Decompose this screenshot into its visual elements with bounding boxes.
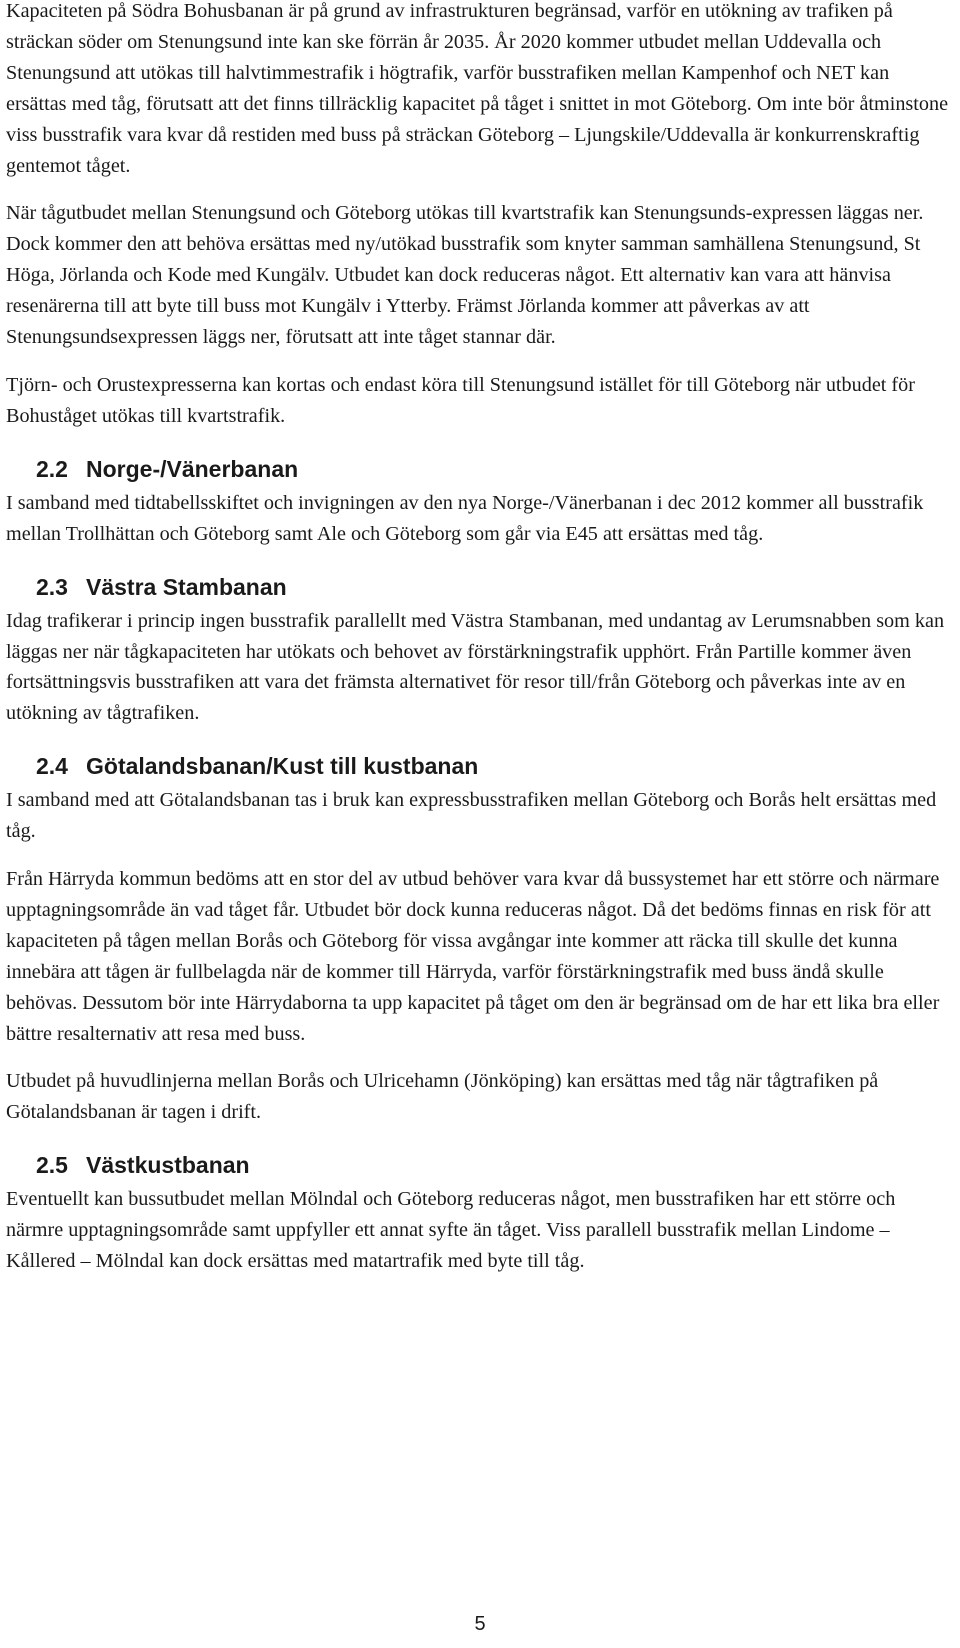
section-norge-vanerbanan: [6, 452, 951, 550]
section-number: 2.3: [36, 573, 68, 600]
paragraph: Eventuellt kan bussutbudet mellan Mölndal och Göteborg reduceras något, men busstrafiken har ett större och närmre upptagningsområde samt uppfyller ett annat syfte än tåget. Viss parallell busstrafik mellan Lindome – Kållered – Mölndal kan dock ersättas med matartrafik med byte till tåg.: [6, 1188, 896, 1273]
document-body: [6, 0, 951, 1294]
paragraph: Utbudet på huvudlinjerna mellan Borås och Ulricehamn (Jönköping) kan ersättas med tåg när tågtrafiken på Götalandsbanan är tagen i drift.: [6, 1070, 879, 1124]
paragraph: I samband med att Götalandsbanan tas i bruk kan expressbusstrafiken mellan Göteborg och Borås helt ersättas med tåg.: [6, 789, 937, 843]
page-number: 5: [474, 1613, 486, 1635]
section-heading: [6, 452, 951, 486]
paragraph: Idag trafikerar i princip ingen busstrafik parallellt med Västra Stambanan, med undantag av Lerumsnabben som kan läggas ner när tågkapaciteten har utökats och behovet av förstärkningstrafik upphört. Från Partille kommer även fortsättningsvis busstrafiken att vara det främsta alternativet för resor till/från Göteborg och påverkas inte av en utökning av tågtrafiken.: [6, 609, 945, 725]
section-gotalandsbanan: [6, 749, 951, 1128]
section-number: 2.5: [36, 1152, 68, 1179]
section-vastra-stambanan: [6, 570, 951, 730]
section-title: Norge-/Vänerbanan: [86, 455, 299, 482]
section-title: Västkustbanan: [86, 1152, 250, 1179]
section-number: 2.4: [36, 753, 68, 780]
paragraph: I samband med tidtabellsskiftet och invigningen av den nya Norge-/Vänerbanan i dec 2012 kommer all busstrafik mellan Trollhättan och Göteborg samt Ale och Göteborg som går via E45 att ersättas med tåg.: [6, 491, 924, 545]
paragraph: När tågutbudet mellan Stenungsund och Göteborg utökas till kvartstrafik kan Stenungsunds-expressen läggas ner. Dock kommer den att behöva ersättas med ny/utökad busstrafik som knyter samman samhällena Stenungsund, St Höga, Jörlanda och Kode med Kungälv. Utbudet kan dock reduceras något. Ett alternativ kan vara att hänvisa resenärerna till att byte till buss mot Kungälv i Ytterby. Främst Jörlanda kommer att påverkas av att Stenungsundsexpressen läggs ner, förutsatt att inte tåget stannar där.: [6, 202, 924, 349]
section-heading: [6, 1148, 951, 1182]
section-heading: [6, 749, 951, 783]
paragraph: Tjörn- och Orustexpresserna kan kortas och endast köra till Stenungsund istället för till Göteborg när utbudet för Bohuståget utökas till kvartstrafik.: [6, 373, 915, 427]
section-title: Götalandsbanan/Kust till kustbanan: [86, 753, 479, 780]
paragraph: Från Härryda kommun bedöms att en stor del av utbud behöver vara kvar då bussystemet har ett större och närmare upptagningsområde än vad tåget får. Utbudet bör dock kunna reduceras något. Då det bedöms finnas en risk för att kapaciteten på tågen mellan Borås och Göteborg för vissa avgångar inte kommer att räcka till skulle det kunna innebära att tågen är fullbelagda när de kommer till Härryda, varför förstärkningstrafik med buss ändå skulle behövas. Dessutom bör inte Härrydaborna ta upp kapacitet på tåget om den är begränsad om de har ett lika bra eller bättre resalternativ att resa med buss.: [6, 868, 940, 1045]
paragraph: Kapaciteten på Södra Bohusbanan är på grund av infrastrukturen begränsad, varför en utökning av trafiken på sträckan söder om Stenungsund inte kan ske förrän år 2035. År 2020 kommer utbudet mellan Uddevalla och Stenungsund att utökas till halvtimmestrafik i högtrafik, varför busstrafiken mellan Kampenhof och NET kan ersättas med tåg, förutsatt att det finns tillräcklig kapacitet på tåget i snittet in mot Göteborg. Om inte bör åtminstone viss busstrafik vara kvar då restiden med buss på sträckan Göteborg – Ljungskile/Uddevalla är konkurrenskraftig gentemot tåget.: [6, 0, 949, 177]
section-heading: [6, 570, 951, 604]
section-number: 2.2: [36, 455, 68, 482]
section-vastkustbanan: [6, 1148, 951, 1277]
section-title: Västra Stambanan: [86, 573, 287, 600]
